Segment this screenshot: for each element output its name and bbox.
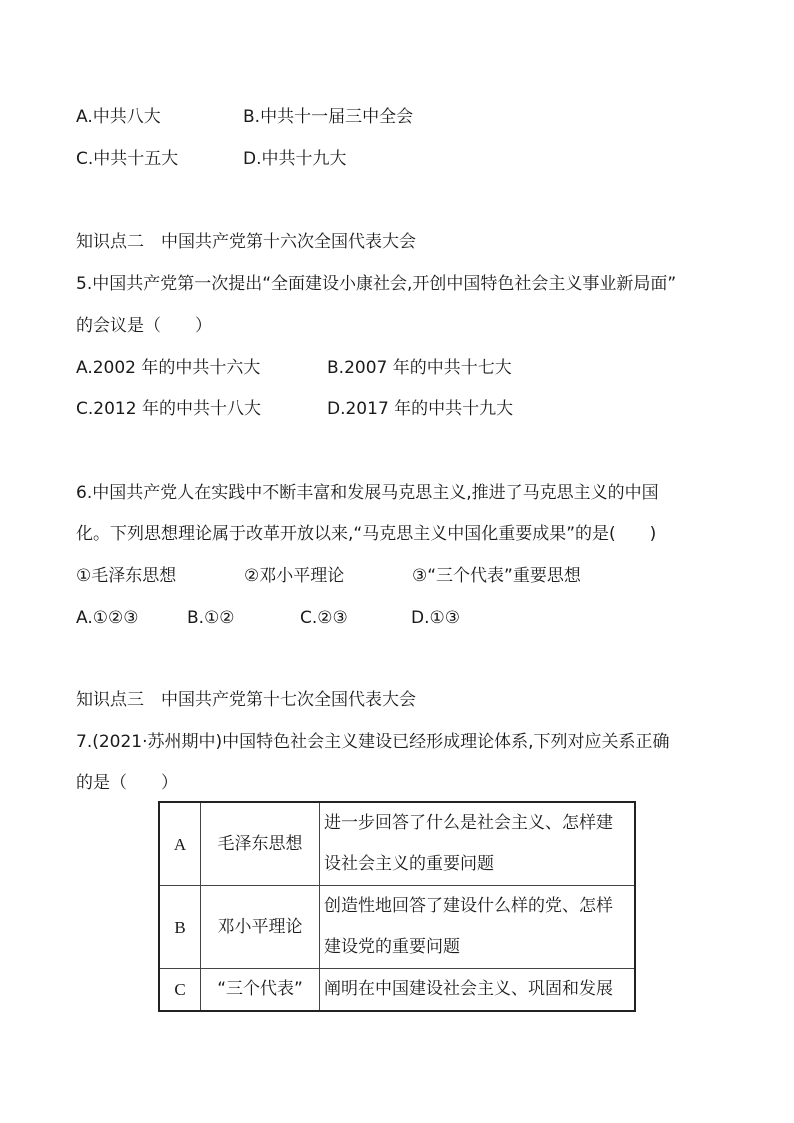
section-heading-3: 知识点三 中国共产党第十七次全国代表大会 [76, 690, 416, 710]
table-row [159, 802, 635, 886]
q7-stem-line2: 的是（ ） [76, 773, 178, 793]
q4-option-c: C.中共十五大 [76, 149, 179, 169]
row-key-cell: C [159, 969, 201, 1012]
row-key-cell: A [159, 802, 201, 886]
q4-option-a: A.中共八大 [76, 107, 161, 127]
q6-item-1: ①毛泽东思想 [76, 566, 177, 586]
q5-option-b: B.2007 年的中共十七大 [327, 358, 512, 378]
row-desc-line: 建设党的重要问题 [324, 937, 460, 957]
q7-stem-line1: 7.(2021·苏州期中)中国特色社会主义建设已经形成理论体系,下列对应关系正确 [76, 732, 670, 752]
row-desc-line: 创造性地回答了建设什么样的党、怎样 [324, 896, 613, 916]
q5-stem-line1: 5.中国共产党第一次提出“全面建设小康社会,开创中国特色社会主义事业新局面” [76, 274, 677, 294]
q6-item-3: ③“三个代表”重要思想 [412, 566, 581, 586]
q6-option-b: B.①② [187, 608, 235, 628]
q6-item-2: ②邓小平理论 [244, 566, 345, 586]
q6-option-d: D.①③ [411, 608, 460, 628]
q6-stem-line1: 6.中国共产党人在实践中不断丰富和发展马克思主义,推进了马克思主义的中国 [76, 483, 659, 503]
row-name-cell: 邓小平理论 [201, 886, 320, 969]
row-desc-cell [320, 802, 636, 886]
row-name-cell: “三个代表” [201, 969, 320, 1012]
q5-option-c: C.2012 年的中共十八大 [76, 399, 261, 419]
q6-stem-line2: 化。下列思想理论属于改革开放以来,“马克思主义中国化重要成果”的是( ) [76, 524, 657, 544]
row-desc-cell [320, 969, 636, 1012]
row-desc-cell [320, 886, 636, 969]
q5-option-d: D.2017 年的中共十九大 [327, 399, 514, 419]
q7-theory-table [158, 801, 636, 1012]
row-desc-line: 阐明在中国建设社会主义、巩固和发展 [324, 979, 613, 999]
row-desc-line: 进一步回答了什么是社会主义、怎样建 [324, 813, 613, 833]
q5-stem-line2: 的会议是（ ） [76, 316, 212, 336]
table-row [159, 886, 635, 969]
row-desc-line: 设社会主义的重要问题 [324, 854, 494, 874]
q6-option-c: C.②③ [300, 608, 348, 628]
table-row [159, 969, 635, 1012]
row-key-cell: B [159, 886, 201, 969]
q5-option-a: A.2002 年的中共十六大 [76, 358, 261, 378]
q6-option-a: A.①②③ [76, 608, 139, 628]
q4-option-b: B.中共十一届三中全会 [243, 107, 414, 127]
section-heading-2: 知识点二 中国共产党第十六次全国代表大会 [76, 232, 416, 252]
q4-option-d: D.中共十九大 [243, 149, 347, 169]
row-name-cell: 毛泽东思想 [201, 802, 320, 886]
